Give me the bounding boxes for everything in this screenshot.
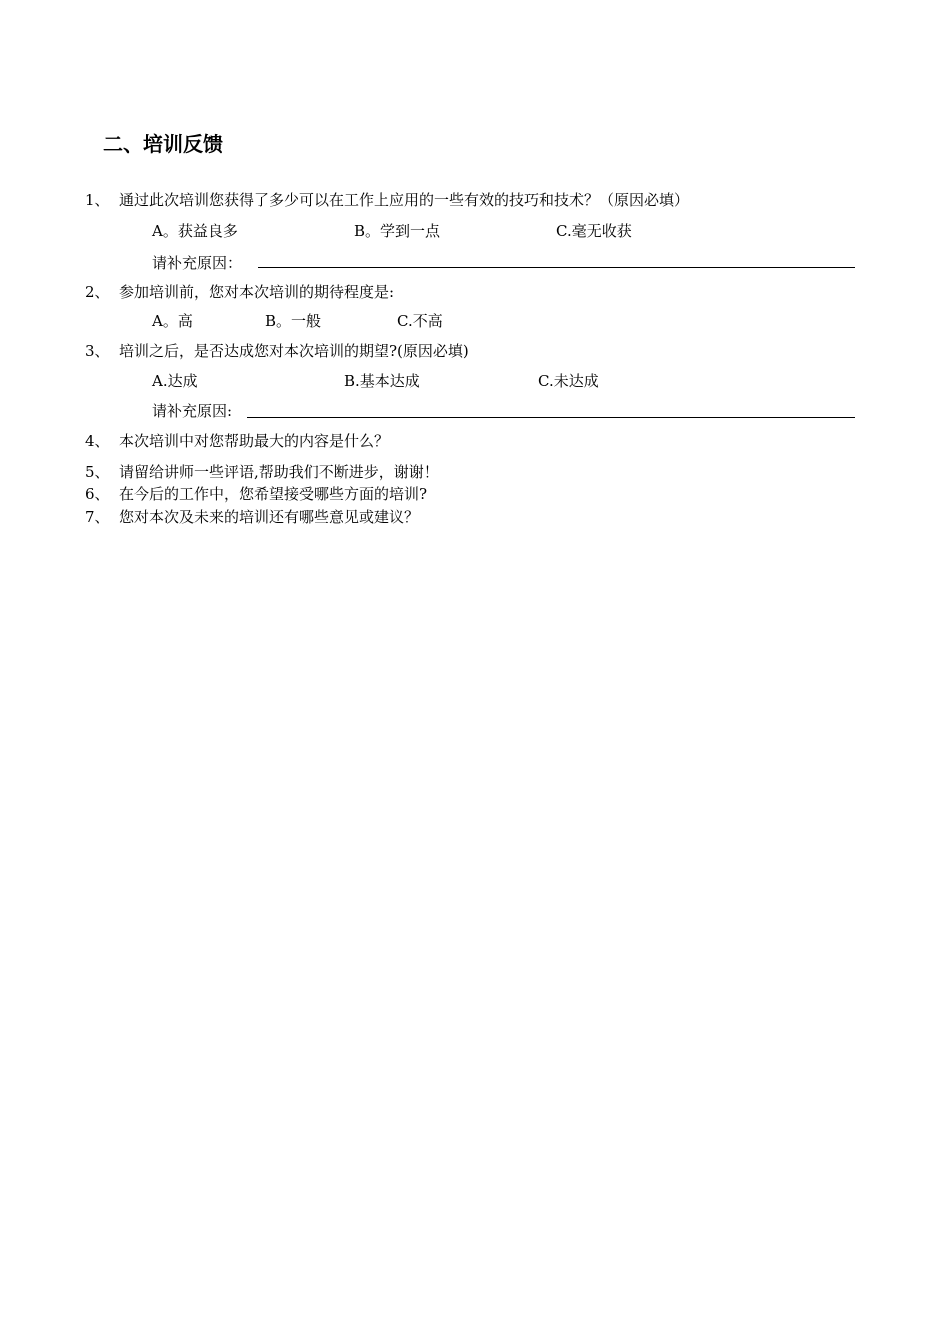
question-text: 请留给讲师一些评语,帮助我们不断进步，谢谢！: [119, 463, 439, 481]
question-6: [85, 484, 427, 504]
q1-reason-label: 请补充原因：: [152, 254, 243, 272]
q3-option-c[interactable]: C.未达成: [538, 372, 599, 390]
q3-reason-field[interactable]: [247, 417, 855, 418]
question-4: [85, 431, 389, 451]
q1-option-c[interactable]: C.毫无收获: [556, 222, 632, 240]
question-7: [85, 507, 419, 527]
question-number: 2、: [85, 283, 110, 301]
question-number: 5、: [85, 463, 110, 481]
question-text: 培训之后，是否达成您对本次培训的期望?(原因必填): [119, 342, 469, 360]
q1-option-b[interactable]: B。学到一点: [354, 222, 441, 240]
q2-option-b[interactable]: B。一般: [265, 312, 322, 330]
q1-reason-field[interactable]: [258, 267, 855, 268]
question-text: 通过此次培训您获得了多少可以在工作上应用的一些有效的技巧和技术？（原因必填）: [119, 191, 690, 209]
question-2: [85, 282, 394, 302]
q1-option-a[interactable]: A。获益良多: [152, 222, 238, 240]
question-1: [85, 190, 689, 210]
q3-reason-label: 请补充原因:: [152, 402, 233, 420]
q3-option-b[interactable]: B.基本达成: [344, 372, 420, 390]
q2-option-c[interactable]: C.不高: [397, 312, 443, 330]
question-3: [85, 341, 469, 361]
question-5: [85, 462, 439, 482]
question-number: 7、: [85, 508, 110, 526]
question-text: 本次培训中对您帮助最大的内容是什么？: [119, 432, 390, 450]
q2-option-a[interactable]: A。高: [152, 312, 193, 330]
question-text: 在今后的工作中，您希望接受哪些方面的培训?: [119, 485, 428, 503]
question-number: 1、: [85, 191, 110, 209]
question-text: 您对本次及未来的培训还有哪些意见或建议？: [119, 508, 420, 526]
q3-option-a[interactable]: A.达成: [152, 372, 198, 390]
question-number: 4、: [85, 432, 110, 450]
question-number: 6、: [85, 485, 110, 503]
section-title: 二、培训反馈: [103, 132, 223, 156]
question-text: 参加培训前，您对本次培训的期待程度是:: [119, 283, 395, 301]
question-number: 3、: [85, 342, 110, 360]
